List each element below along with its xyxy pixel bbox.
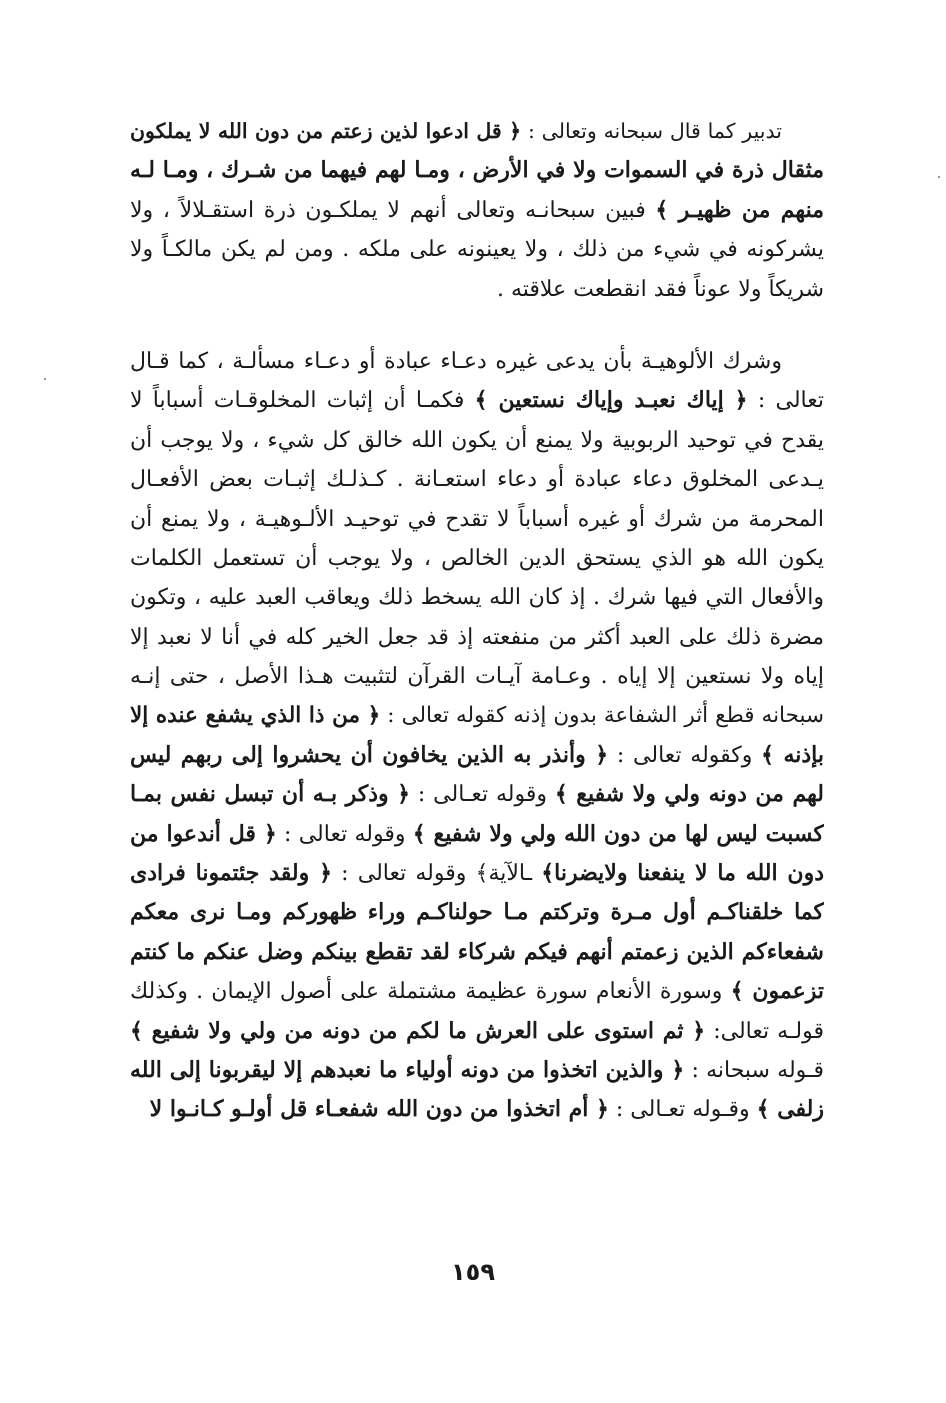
text-line xyxy=(130,230,824,269)
text-line xyxy=(130,854,824,893)
quranic-quote: ﴿ وذكر بـه أن تبسل نفس بمـا xyxy=(130,781,411,808)
quranic-quote: ﴿ قل ادعوا لذين زعتم من دون الله لا يملكون xyxy=(130,119,522,143)
text-run: وقـوله تعـالى : xyxy=(608,1097,757,1123)
text-line xyxy=(130,578,824,617)
quranic-quote: زلفى ﴾ xyxy=(756,1096,824,1123)
text-run: يقدح في توحيد الربوبية ولا يمنع أن يكون الله خالق كل شيء ، ولا يوجب أن xyxy=(130,427,824,453)
quranic-quote: لهم من دونه ولي ولا شفيع ﴾ xyxy=(554,781,824,808)
quranic-quote: ﴿ أم اتخذوا من دون الله شفعـاء قل أولـو كـانـوا لا xyxy=(149,1096,609,1123)
text-run: مضرة ذلك على العبد أكثر من منفعته إذ قد جعل الخير كله في أنا لا نعبد إلا xyxy=(130,624,824,650)
quranic-quote: ﴿ وأنذر به الذين يخافون أن يحشروا إلى ربهم ليس xyxy=(130,741,609,768)
text-line xyxy=(130,500,824,539)
quranic-quote: ﴿ ولقد جئتمونا فرادى xyxy=(130,860,332,887)
body-text xyxy=(130,112,824,1130)
paragraph xyxy=(130,112,824,309)
text-run: وشرك الألوهيـة بأن يدعى غيره دعـاء عبادة أو دعـاء مسألـة ، كما قـال xyxy=(130,348,782,374)
text-line xyxy=(130,736,824,775)
text-line xyxy=(130,191,824,230)
text-run: شريكاً ولا عوناً فقد انقطعت علاقته . xyxy=(496,276,824,302)
text-line xyxy=(130,696,824,735)
text-line xyxy=(130,460,824,499)
text-line xyxy=(130,151,824,190)
quranic-quote: ﴿ من ذا الذي يشفع عنده إلا xyxy=(130,703,381,729)
text-run: يـدعى المخلوق دعاء عبادة أو دعاء استعـانة . كـذلـك إثبـات بعض الأفعـال xyxy=(130,467,824,493)
text-line xyxy=(130,342,824,381)
text-run: تعالى : xyxy=(747,388,824,414)
text-run: والأفعال التي فيها شرك . إذ كان الله يسخط ذلك ويعاقب العبد عليه ، وتكون xyxy=(130,585,824,611)
text-line xyxy=(130,539,824,578)
quranic-quote: ﴿ قل أندعوا من xyxy=(130,820,277,847)
text-run: وكقوله تعالى : xyxy=(608,742,762,768)
text-line xyxy=(130,1012,824,1051)
text-line xyxy=(130,815,824,854)
quranic-quote: دون الله ما لا ينفعنا ولايضرنا﴾ xyxy=(541,860,824,887)
quranic-quote: منهم من ظهيـر ﴾ xyxy=(655,196,824,223)
text-run: وقوله تعـالى : xyxy=(410,782,555,808)
text-line xyxy=(130,1090,824,1129)
quranic-quote: ﴿ إياك نعبـد وإياك نستعين ﴾ xyxy=(474,387,748,414)
text-line xyxy=(130,421,824,460)
text-line xyxy=(130,1051,824,1090)
paragraph xyxy=(130,342,824,1130)
text-line xyxy=(130,933,824,972)
scan-speck xyxy=(44,378,46,380)
text-run: إياه ولا نستعين إلا إياه . وعـامة آيـات القرآن لتثبيت هـذا الأصل ، حتى إنـه xyxy=(130,664,824,690)
text-run: وقوله تعالى : xyxy=(276,821,413,847)
text-run: يشركونه في شيء من ذلك ، ولا يعينونه على ملكه . ومن لم يكن مالكـاً ولا xyxy=(130,237,824,263)
text-line xyxy=(130,618,824,657)
quranic-quote: تزعمون ﴾ xyxy=(730,978,824,1005)
quranic-quote: شفعاءكم الذين زعمتم أنهم فيكم شركاء لقد تقطع بينكم وضل عنكم ما كنتم xyxy=(130,938,824,965)
text-run: فكمـا أن إثبات المخلوقـات أسباباً لا xyxy=(130,388,475,414)
page-number: ١٥٩ xyxy=(451,1258,495,1286)
quranic-quote: بإذنه ﴾ xyxy=(761,741,824,768)
text-line xyxy=(130,657,824,696)
text-line xyxy=(130,893,824,932)
quranic-quote: مثقال ذرة في السموات ولا في الأرض ، ومـا لهم فيهما من شـرك ، ومـا لـه xyxy=(130,157,824,184)
scan-speck xyxy=(938,176,940,178)
quranic-quote: كسبت ليس لها من دون الله ولي ولا شفيع ﴾ xyxy=(412,820,824,847)
text-line xyxy=(130,972,824,1011)
text-run: وسورة الأنعام سورة عظيمة مشتملة على أصول الإيمان . وكذلك xyxy=(130,979,731,1005)
text-run: قـوله سبحانه : xyxy=(684,1057,824,1083)
text-run: قولـه تعالى: xyxy=(705,1018,824,1044)
text-run: فبين سبحانـه وتعالى أنهم لا يملكـون ذرة استقـلالاً ، ولا xyxy=(130,197,656,223)
quranic-quote: ﴿ والذين اتخذوا من دونه أولياء ما نعبدهم إلا ليقربونا إلى الله xyxy=(130,1056,685,1083)
text-line xyxy=(130,270,824,309)
quranic-quote: ﴿ ثم استوى على العرش ما لكم من دونه من ولي ولا شفيع ﴾ xyxy=(130,1017,706,1044)
text-line xyxy=(130,112,824,151)
text-run: يكون الله هو الذي يستحق الدين الخالص ، ولا يوجب أن تستعمل الكلمات xyxy=(130,545,824,571)
text-line xyxy=(130,775,824,814)
text-line xyxy=(130,381,824,420)
text-run: المحرمة من شرك أو غيره أسباباً لا تقدح في توحيـد الألـوهيـة ، ولا يمنع أن xyxy=(130,506,824,532)
text-run: تدبير كما قال سبحانه وتعالى : xyxy=(521,119,782,143)
text-run: ـالآية﴾ وقوله تعالى : xyxy=(331,861,542,887)
text-run: سبحانه قطع أثر الشفاعة بدون إذنه كقوله تعالى : xyxy=(380,703,824,729)
quranic-quote: كما خلقناكـم أول مـرة وتركتم مـا حولناكـم وراء ظهوركم ومـا نرى معكم xyxy=(130,899,824,926)
